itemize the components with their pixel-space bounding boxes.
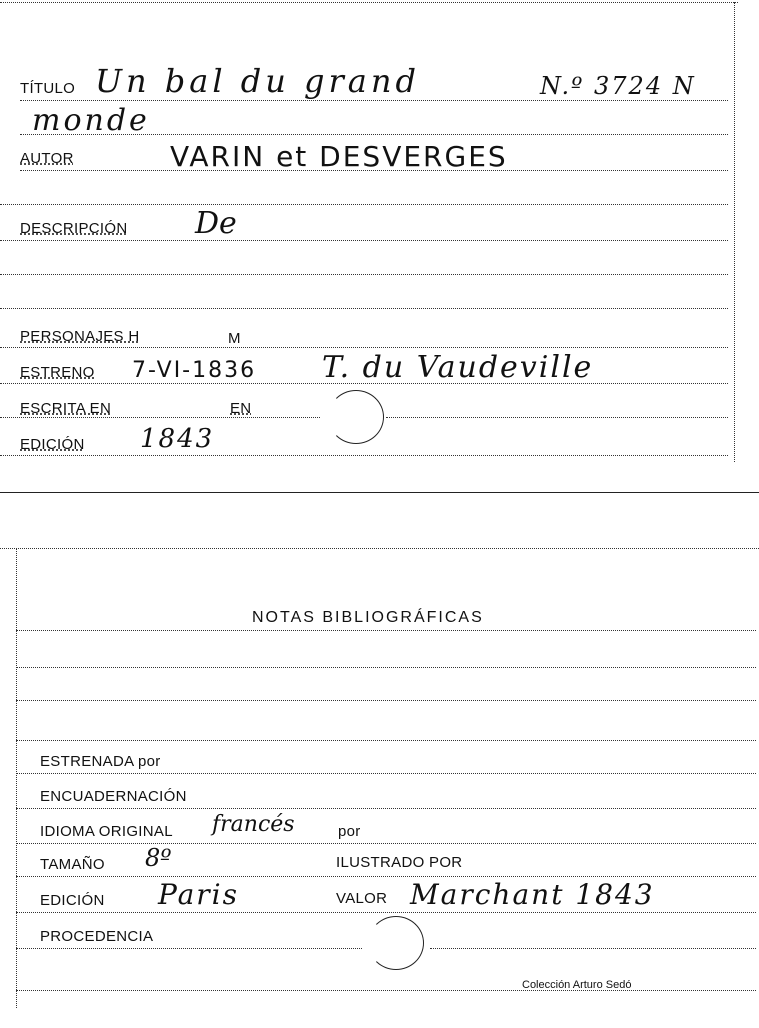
back-rule-4 [16,740,756,741]
autor-rule [20,170,728,171]
descripcion-label: DESCRIPCIÓN [20,220,128,237]
autor-value: VARIN et DESVERGES [170,140,508,173]
back-edicion-label: EDICIÓN [40,892,105,909]
back-rule-6 [16,808,756,809]
ilustrado-label: ILUSTRADO POR [336,854,463,871]
autor-label: AUTOR [20,150,74,167]
blank-rule-1 [0,204,728,205]
procedencia-label: PROCEDENCIA [40,928,154,945]
back-punch-hole [368,916,424,970]
titulo-value-line2: monde [32,103,150,138]
punch-hole [328,390,384,444]
back-rule-8 [16,876,756,877]
escrita-label: ESCRITA EN [20,400,112,417]
personajes-label: PERSONAJES H [20,328,140,345]
card-bottom-edge [0,492,759,493]
titulo-rule [20,100,728,101]
back-top-edge [0,548,759,549]
estreno-label: ESTRENO [20,364,95,381]
notas-heading: NOTAS BIBLIOGRÁFICAS [252,609,484,626]
idioma-label: IDIOMA ORIGINAL [40,823,173,840]
back-rule-5 [16,773,756,774]
valor-label: VALOR [336,890,388,907]
blank-rule-3 [0,308,728,309]
estrenada-label: ESTRENADA por [40,753,161,770]
estreno-date: 7-VI-1836 [132,358,257,383]
back-rule-10-right [430,948,756,949]
back-rule-10-left [16,948,362,949]
edicion-label: EDICIÓN [20,436,85,453]
idioma-value: francés [212,812,295,837]
back-rule-3 [16,700,756,701]
escrita-rule-left [0,417,320,418]
escrita-en-label: EN [230,400,252,417]
coleccion-stamp: Colección Arturo Sedó [522,979,632,991]
estreno-rule [0,383,728,384]
descripcion-value: De [195,206,237,241]
valor-value: Marchant 1843 [410,878,655,911]
top-edge [0,2,738,3]
encuadernacion-label: ENCUADERNACIÓN [40,788,187,805]
back-rule-11 [16,990,756,991]
estreno-place: T. du Vaudeville [322,350,594,385]
tamano-label: TAMAÑO [40,856,105,873]
titulo-value-line1: Un bal du grand [95,62,420,100]
back-rule-7 [16,843,756,844]
catalog-card-front [0,0,759,495]
right-edge [734,2,735,462]
blank-rule-2 [0,274,728,275]
edicion-value: 1843 [140,424,215,454]
back-edicion-value: Paris [158,878,239,911]
back-rule-1 [16,630,756,631]
back-left-edge [16,548,17,1008]
titulo-label: TÍTULO [20,80,76,97]
edicion-rule [0,455,728,456]
personajes-rule [0,347,728,348]
tamano-value: 8º [145,844,172,872]
back-rule-9 [16,912,756,913]
numero-value: N.º 3724 N [540,72,696,100]
escrita-rule-right [386,417,728,418]
catalog-card-back [0,540,759,1010]
personajes-m-label: M [228,330,241,347]
titulo-rule-2 [20,134,728,135]
descripcion-rule [0,240,728,241]
por-label: por [338,823,361,840]
back-rule-2 [16,667,756,668]
